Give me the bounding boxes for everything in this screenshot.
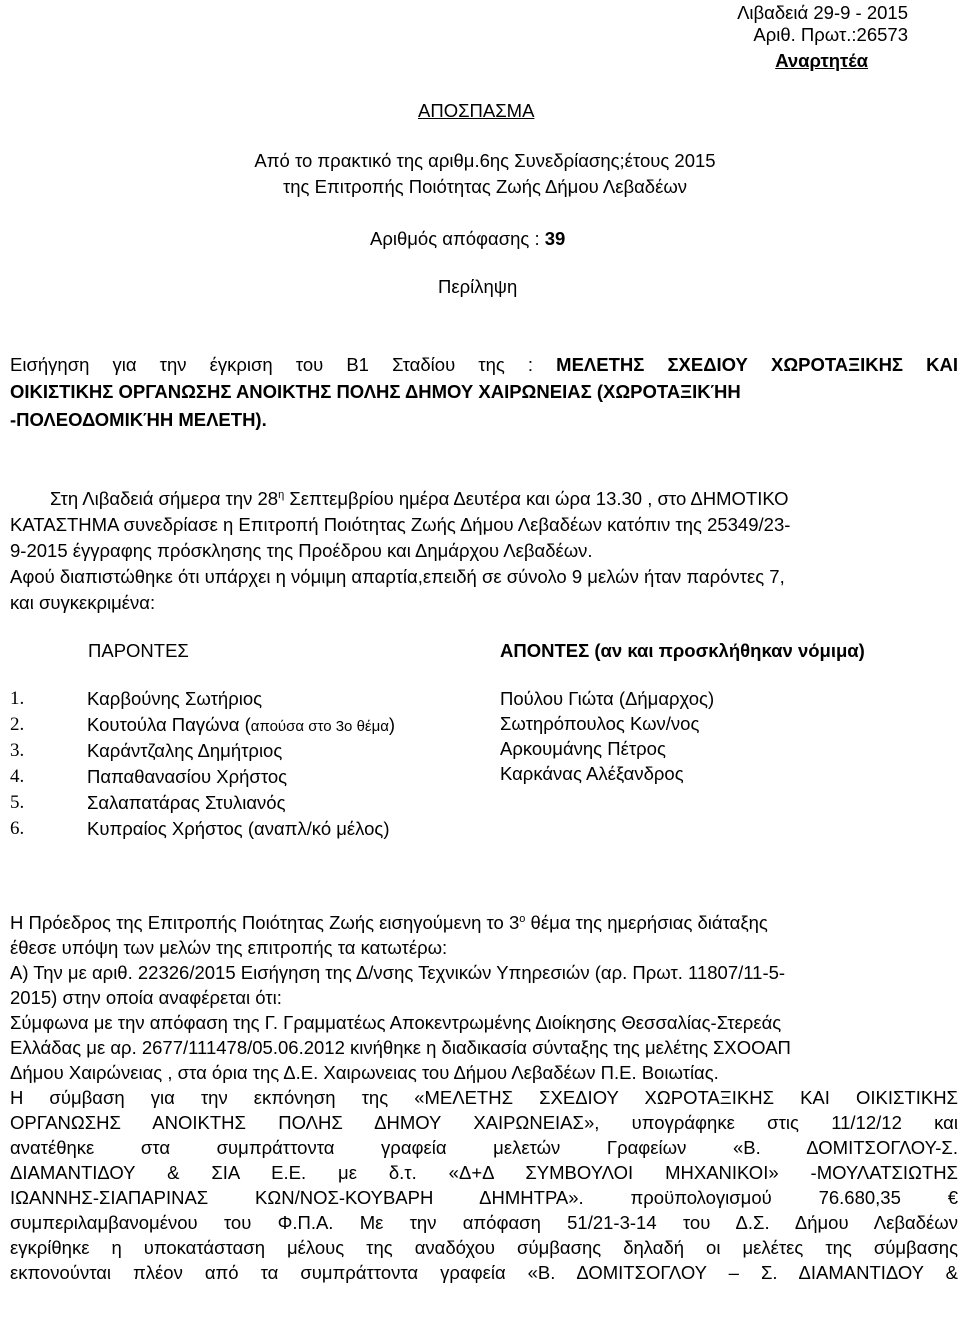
place-date: Λιβαδειά 29-9 - 2015 xyxy=(737,2,908,23)
body-line-10: ανατέθηκε στα συμπράττοντα γραφεία μελετών Γραφείων «Β. ΔΟΜΙΤΣΟΓΛΟΥ-Σ. xyxy=(10,1137,958,1158)
body-line-7: Δήμου Χαιρώνειας , στα όρια της Δ.Ε. Χαιρωνειας του Δήμου Λεβαδέων Π.Ε. Βοιωτίας. xyxy=(10,1062,719,1083)
session-line-4: Αφού διαπιστώθηκε ότι υπάρχει η νόμιμη απαρτία,επειδή σε σύνολο 9 μελών ήταν παρόντες 7, xyxy=(10,566,785,587)
body-text-a: Η Πρόεδρος της Επιτροπής Ποιότητας Ζωής εισηγούμενη το 3 xyxy=(10,912,520,933)
present-member-name: Κυπραίος Χρήστος (αναπλ/κό μέλος) xyxy=(87,818,390,839)
summary-label: Περίληψη xyxy=(438,276,518,297)
present-member xyxy=(87,688,262,710)
present-member-name: Σαλαπατάρας Στυλιανός xyxy=(87,792,286,813)
body-line-13: συμπεριλαμβανομένου του Φ.Π.Α. Με την απόφαση 51/21-3-14 του Δ.Σ. Δήμου Λεβαδέων xyxy=(10,1212,958,1233)
body-line-2: έθεσε υπόψη των μελών της επιτροπής τα κατωτέρω: xyxy=(10,937,448,958)
subject-line-3: -ΠΟΛΕΟΔΟΜΙΚΉΗ ΜΕΛΕΤΗ). xyxy=(10,409,267,430)
body-line-3: Α) Την με αριθ. 22326/2015 Εισήγηση της Δ/νσης Τεχνικών Υπηρεσιών (αρ. Πρωτ. 11807/11-5- xyxy=(10,962,786,983)
absent-header: ΑΠΟΝΤΕΣ (αν και προσκλήθηκαν νόμιμα) xyxy=(500,640,865,661)
present-member-name: Κουτούλα Παγώνα ( xyxy=(87,714,251,735)
present-number: 5. xyxy=(10,792,25,813)
body-line-11: ΔΙΑΜΑΝΤΙΔΟΥ & ΣΙΑ Ε.Ε. με δ.τ. «Δ+Δ ΣΥΜΒΟΥΛΟΙ ΜΗΧΑΝΙΚΟΙ» -ΜΟΥΛΑΤΣΙΩΤΗΣ xyxy=(10,1162,958,1183)
subject-line-1 xyxy=(10,354,958,376)
subject-prefix: Εισήγηση για την έγκριση του Β1 Σταδίου της : xyxy=(10,354,534,375)
present-member-name: Παπαθανασίου Χρήστος xyxy=(87,766,288,787)
intro-line-1: Από το πρακτικό της αριθμ.6ης Συνεδρίασης;έτους 2015 xyxy=(254,150,716,171)
body-line-4: 2015) στην οποία αναφέρεται ότι: xyxy=(10,987,282,1008)
present-member xyxy=(87,818,390,840)
present-member xyxy=(87,792,286,814)
present-number: 1. xyxy=(10,688,25,709)
present-member-note: απούσα στο 3ο θέμα xyxy=(250,718,389,735)
body-line-12: ΙΩΑΝΝΗΣ-ΣΙΑΠΑΡΙΝΑΣ ΚΩΝ/ΝΟΣ-ΚΟΥΒΑΡΗ ΔΗΜΗΤΡΑ». προϋπολογισμού 76.680,35 € xyxy=(10,1187,958,1208)
absent-member: Καρκάνας Αλέξανδρος xyxy=(500,763,684,784)
body-line-1 xyxy=(10,912,768,934)
decision-label: Αριθμός απόφασης : xyxy=(370,228,540,249)
subject-line-2: ΟΙΚΙΣΤΙΚΗΣ ΟΡΓΑΝΩΣΗΣ ΑΝΟΙΚΤΗΣ ΠΟΛΗΣ ΔΗΜΟΥ ΧΑΙΡΩΝΕΙΑΣ (ΧΩΡΟΤΑΞΙΚΉΗ xyxy=(10,381,741,402)
decision-number: 39 xyxy=(544,228,566,249)
body-line-9: ΟΡΓΑΝΩΣΗΣ ΑΝΟΙΚΤΗΣ ΠΟΛΗΣ ΔΗΜΟΥ ΧΑΙΡΩΝΕΙΑΣ», υπογράφηκε στις 11/12/12 και xyxy=(10,1112,958,1133)
present-member-note-close: ) xyxy=(388,714,396,735)
present-member-name: Καράντζαλης Δημήτριος xyxy=(87,740,283,761)
body-text-b: θέμα της ημερήσιας διάταξης xyxy=(525,912,768,933)
absent-member: Αρκουμάνης Πέτρος xyxy=(500,738,666,759)
session-line-5: και συγκεκριμένα: xyxy=(10,592,156,613)
present-number: 4. xyxy=(10,766,25,787)
body-line-6: Ελλάδας με αρ. 2677/111478/05.06.2012 κινήθηκε η διαδικασία σύνταξης της μελέτης ΣΧΟΟΑΠ xyxy=(10,1037,791,1058)
protocol-number: Αριθ. Πρωτ.:26573 xyxy=(753,24,908,45)
session-sup: η xyxy=(278,488,285,501)
session-text-a: Στη Λιβαδειά σήμερα την 28 xyxy=(50,488,279,509)
present-number: 3. xyxy=(10,740,25,761)
session-line-2: ΚΑΤΑΣΤΗΜΑ συνεδρίασε η Επιτροπή Ποιότητας Ζωής Δήμου Λεβαδέων κατόπιν της 25349/23- xyxy=(10,514,791,535)
body-line-5: Σύμφωνα με την απόφαση της Γ. Γραμματέως Αποκεντρωμένης Διοίκησης Θεσσαλίας-Στερεάς xyxy=(10,1012,782,1033)
body-line-15: εκπονούνται πλέον από τα συμπράττοντα γραφεία «Β. ΔΟΜΙΤΣΟΓΛΟΥ – Σ. ΔΙΑΜΑΝΤΙΔΟΥ & xyxy=(10,1262,958,1283)
present-member-name: Καρβούνης Σωτήριος xyxy=(87,688,263,709)
decision-number-line xyxy=(370,228,565,250)
document-title: ΑΠΟΣΠΑΣΜΑ xyxy=(418,100,535,121)
present-number: 2. xyxy=(10,714,25,735)
present-member xyxy=(87,740,282,762)
present-member xyxy=(87,766,287,788)
posting-label: Αναρτητέα xyxy=(775,50,868,71)
body-sup: ο xyxy=(519,912,526,925)
absent-member: Σωτηρόπουλος Κων/νος xyxy=(500,713,700,734)
present-header: ΠΑΡΟΝΤΕΣ xyxy=(88,640,189,661)
body-line-8: Η σύμβαση για την εκπόνηση της «ΜΕΛΕΤΗΣ ΣΧΕΔΙΟΥ ΧΩΡΟΤΑΞΙΚΗΣ ΚΑΙ ΟΙΚΙΣΤΙΚΗΣ xyxy=(10,1087,958,1108)
intro-line-2: της Επιτροπής Ποιότητας Ζωής Δήμου Λεβαδέων xyxy=(282,176,688,197)
subject-title-start: ΜΕΛΕΤΗΣ ΣΧΕΔΙΟΥ ΧΩΡΟΤΑΞΙΚΗΣ ΚΑΙ xyxy=(556,354,958,375)
absent-member: Πούλου Γιώτα (Δήμαρχος) xyxy=(500,688,715,709)
body-line-14: εγκρίθηκε η υποκατάσταση μέλους της αναδόχου σύμβασης δηλαδή οι μελέτες της σύμβασης xyxy=(10,1237,958,1258)
present-number: 6. xyxy=(10,818,25,839)
session-line-3: 9-2015 έγγραφης πρόσκλησης της Προέδρου και Δημάρχου Λεβαδέων. xyxy=(10,540,593,561)
session-text-b: Σεπτεμβρίου ημέρα Δευτέρα και ώρα 13.30 , στο ΔΗΜΟΤΙΚΟ xyxy=(284,488,789,509)
present-member xyxy=(87,714,395,736)
session-line-1 xyxy=(50,488,789,510)
